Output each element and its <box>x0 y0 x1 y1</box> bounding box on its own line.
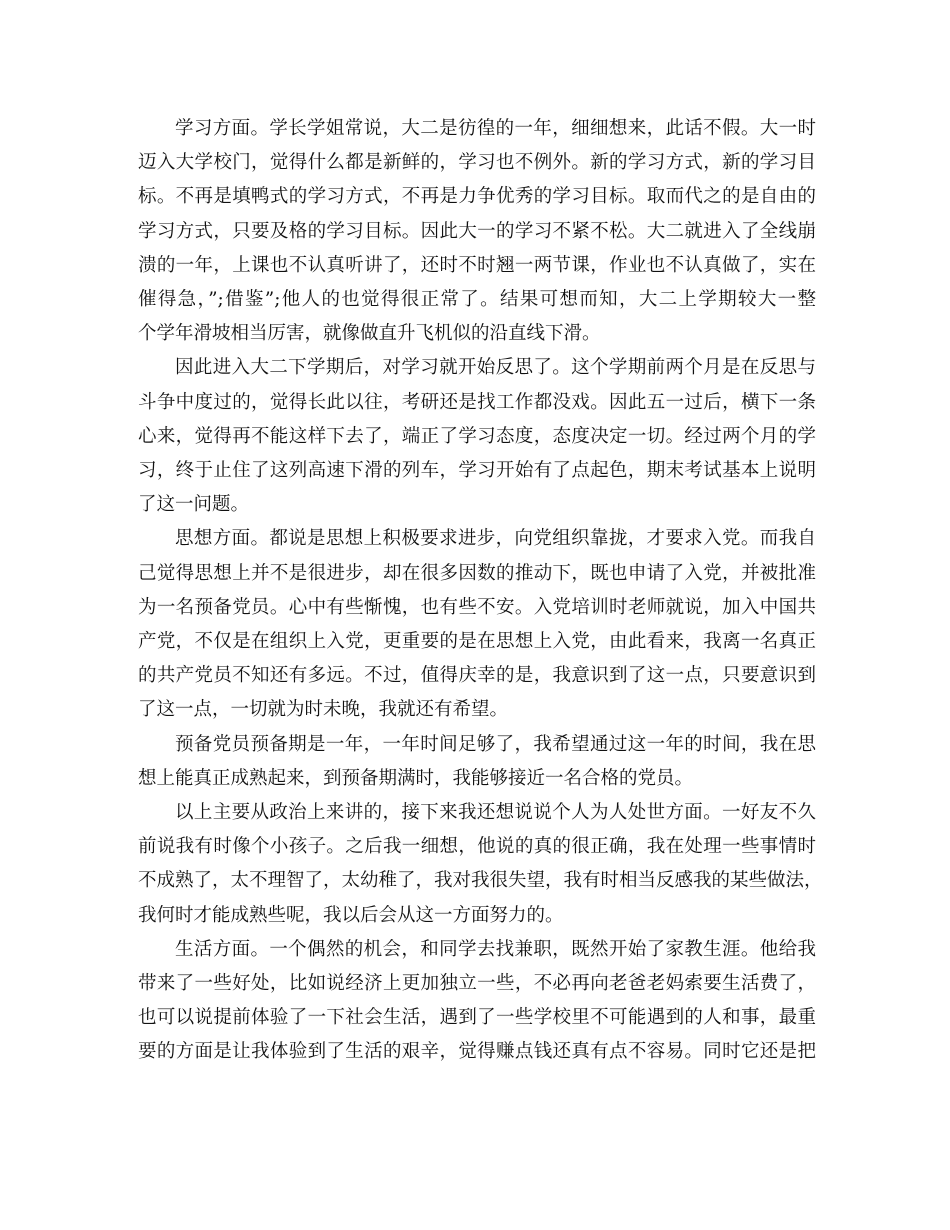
text-line: 学习方面。学长学姐常说，大二是彷徨的一年，细细想来，此话不假。大一时 <box>175 118 816 139</box>
text-line: 心来，觉得再不能这样下去了，端正了学习态度，态度决定一切。经过两个月的学 <box>138 425 816 447</box>
text-line: 为一名预备党员。心中有些惭愧，也有些不安。入党培训时老师就说，加入中国共 <box>138 596 816 618</box>
text-line: 己觉得思想上并不是很进步，却在很多因数的推动下，既也申请了入党，并被批准 <box>138 562 816 584</box>
text-line: 的共产党员不知还有多远。不过，值得庆幸的是，我意识到了这一点，只要意识到 <box>138 665 816 687</box>
text-line: 了这一问题。 <box>138 494 250 516</box>
paragraph <box>138 351 816 522</box>
text-line: 标。不再是填鸭式的学习方式，不再是力争优秀的学习目标。取而代之的是自由的 <box>138 186 816 208</box>
paragraph <box>138 112 816 351</box>
text-line: 因此进入大二下学期后，对学习就开始反思了。这个学期前两个月是在反思与 <box>175 357 816 379</box>
text-line: 斗争中度过的，觉得长此以往，考研还是找工作都没戏。因此五一过后，横下一条 <box>138 391 816 413</box>
text-line: 迈入大学校门，觉得什么都是新鲜的，学习也不例外。新的学习方式，新的学习目 <box>138 152 816 174</box>
paragraph <box>138 522 816 727</box>
text-line: 个学年滑坡相当厉害，就像做直升飞机似的沿直线下滑。 <box>138 323 601 345</box>
text-line: 生活方面。一个偶然的机会，和同学去找兼职，既然开始了家教生涯。他给我 <box>175 938 816 960</box>
text-line: 预备党员预备期是一年，一年时间足够了，我希望通过这一年的时间，我在思 <box>175 733 816 755</box>
text-line: 溃的一年，上课也不认真听讲了，还时不时翘一两节课，作业也不认真做了，实在 <box>138 254 816 276</box>
paragraph <box>138 933 816 1070</box>
text-line: 了这一点，一切就为时未晚，我就还有希望。 <box>138 699 509 721</box>
text-line: 我何时才能成熟些呢，我以后会从这一方面努力的。 <box>138 904 564 926</box>
text-line: 思想方面。都说是思想上积极要求进步，向党组织靠拢，才要求入党。而我自 <box>175 528 816 550</box>
text-line: 学习方式，只要及格的学习目标。因此大一的学习不紧不松。大二就进入了全线崩 <box>138 220 816 242</box>
text-line: 带来了一些好处，比如说经济上更加独立一些，不必再向老爸老妈索要生活费了， <box>138 973 816 995</box>
text-line: 前说我有时像个小孩子。之后我一细想，他说的真的很正确，我在处理一些事情时 <box>138 836 816 858</box>
text-line: 产党，不仅是在组织上入党，更重要的是在思想上入党，由此看来，我离一名真正 <box>138 631 816 653</box>
paragraph <box>138 796 823 933</box>
paragraph <box>138 728 816 796</box>
text-line: 催得急，”;借鉴”;他人的也觉得很正常了。结果可想而知，大二上学期较大一整 <box>138 289 816 311</box>
document-body <box>138 112 823 1070</box>
text-line: 以上主要从政治上来讲的，接下来我还想说说个人为人处世方面。一好友不久 <box>175 802 816 824</box>
text-line: 不成熟了，太不理智了，太幼稚了，我对我很失望，我有时相当反感我的某些做法， <box>138 870 823 892</box>
text-line: 也可以说提前体验了一下社会生活，遇到了一些学校里不可能遇到的人和事，最重 <box>138 1007 816 1029</box>
text-line: 习，终于止住了这列高速下滑的列车，学习开始有了点起色，期末考试基本上说明 <box>138 460 816 482</box>
text-line: 要的方面是让我体验到了生活的艰辛，觉得赚点钱还真有点不容易。同时它还是把 <box>138 1041 816 1063</box>
text-line: 想上能真正成熟起来，到预备期满时，我能够接近一名合格的党员。 <box>138 767 694 789</box>
